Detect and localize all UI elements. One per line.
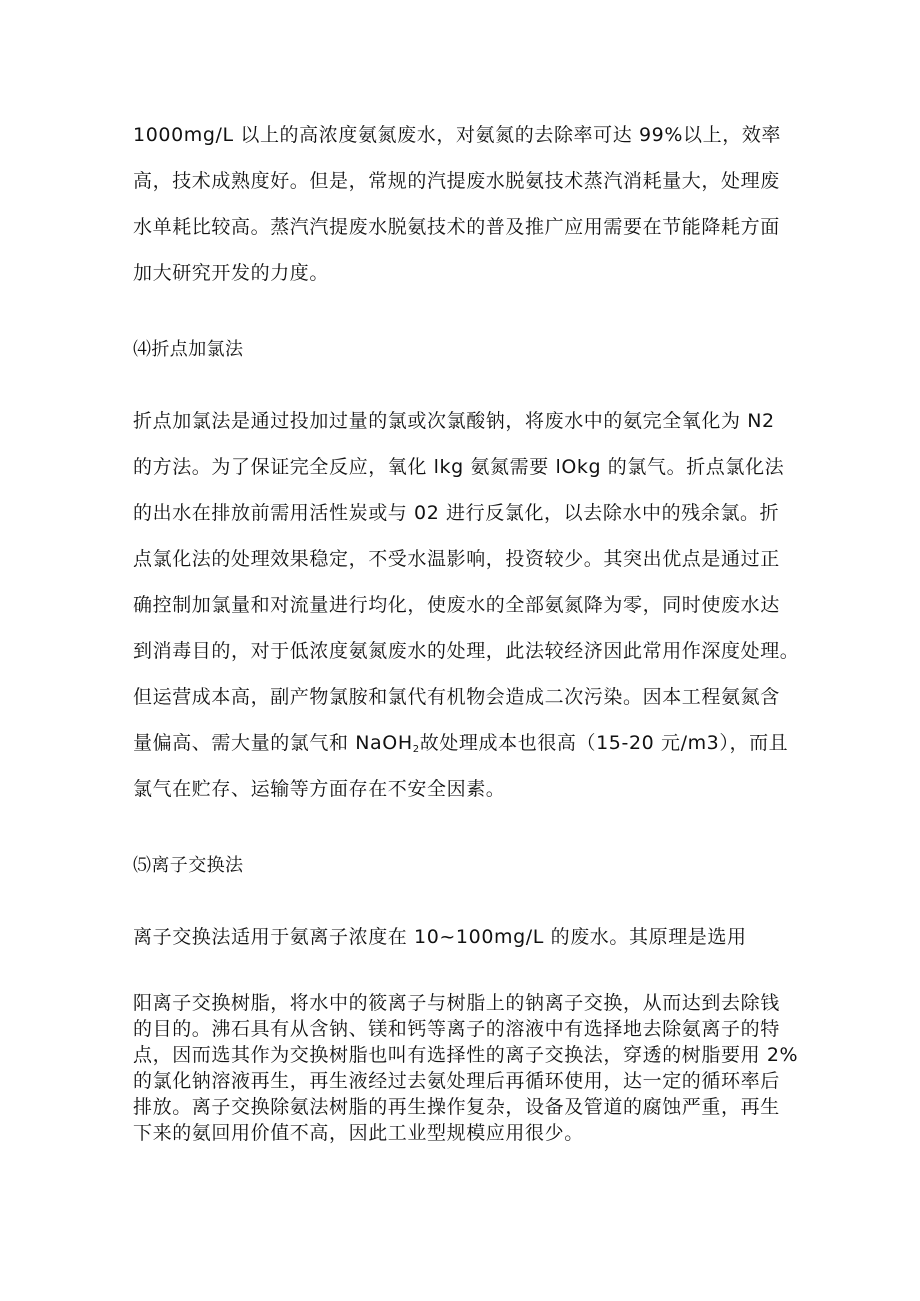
paragraph-3-line-5: 排放。离子交换除氨法树脂的再生操作复杂，设备及管道的腐蚀严重，再生 (133, 1096, 780, 1118)
paragraph-1-line-2: 高，技术成熟度好。但是，常规的汽提废水脱氨技术蒸汽消耗量大，处理废 (133, 170, 780, 192)
paragraph-3-intro: 离子交换法适用于氨离子浓度在 10~100mg/L 的废水。其原理是选用 (133, 926, 747, 948)
paragraph-2-line-9: 氯气在贮存、运输等方面存在不安全因素。 (133, 778, 506, 800)
subscript-2: 2 (412, 744, 420, 755)
paragraph-2-line-1: 折点加氯法是通过投加过量的氯或次氯酸钠，将废水中的氨完全氧化为 N2 (133, 410, 775, 432)
paragraph-3-line-6: 下来的氨回用价值不高，因此工业型规模应用很少。 (133, 1122, 584, 1144)
line-8-suffix: 故处理成本也很高（15-20 元/m3），而且 (419, 732, 789, 754)
paragraph-3-line-1: 阳离子交换树脂，将水中的筱离子与树脂上的钠离子交换，从而达到去除钱 (133, 992, 780, 1014)
paragraph-2-line-5: 确控制加氯量和对流量进行均化，使废水的全部氨氮降为零，同时使废水达 (133, 594, 780, 616)
paragraph-3-line-2: 的目的。沸石具有从含钠、镁和钙等离子的溶液中有选择地去除氨离子的特 (133, 1018, 780, 1040)
paragraph-2-line-4: 点氯化法的处理效果稳定，不受水温影响，投资较少。其突出优点是通过正 (133, 548, 780, 570)
paragraph-2-line-3: 的出水在排放前需用活性炭或与 02 进行反氯化，以去除水中的残余氯。折 (133, 502, 780, 524)
paragraph-2-line-7: 但运营成本高，副产物氯胺和氯代有机物会造成二次污染。因本工程氨氮含 (133, 686, 780, 708)
paragraph-2-line-2: 的方法。为了保证完全反应，氧化 lkg 氨氮需要 lOkg 的氯气。折点氯化法 (133, 456, 785, 478)
line-8-prefix: 量偏高、需大量的氯气和 NaOH (133, 732, 413, 754)
paragraph-2-line-6: 到消毒目的，对于低浓度氨氮废水的处理，此法较经济因此常用作深度处理。 (133, 640, 800, 662)
section-heading-4: ⑷折点加氯法 (133, 339, 244, 360)
paragraph-3-line-3: 点，因而选其作为交换树脂也叫有选择性的离子交换法，穿透的树脂要用 2% (133, 1044, 799, 1066)
paragraph-1-line-4: 加大研究开发的力度。 (133, 262, 330, 284)
paragraph-1-line-1: 1000mg/L 以上的高浓度氨氮废水，对氨氮的去除率可达 99%以上，效率 (133, 124, 782, 146)
paragraph-3-line-4: 的氯化钠溶液再生，再生液经过去氨处理后再循环使用，达一定的循环率后 (133, 1070, 780, 1092)
paragraph-1-line-3: 水单耗比较高。蒸汽汽提废水脱氨技术的普及推广应用需要在节能降耗方面 (133, 216, 780, 238)
paragraph-2-line-8 (133, 730, 788, 756)
section-heading-5: ⑸离子交换法 (133, 855, 244, 876)
